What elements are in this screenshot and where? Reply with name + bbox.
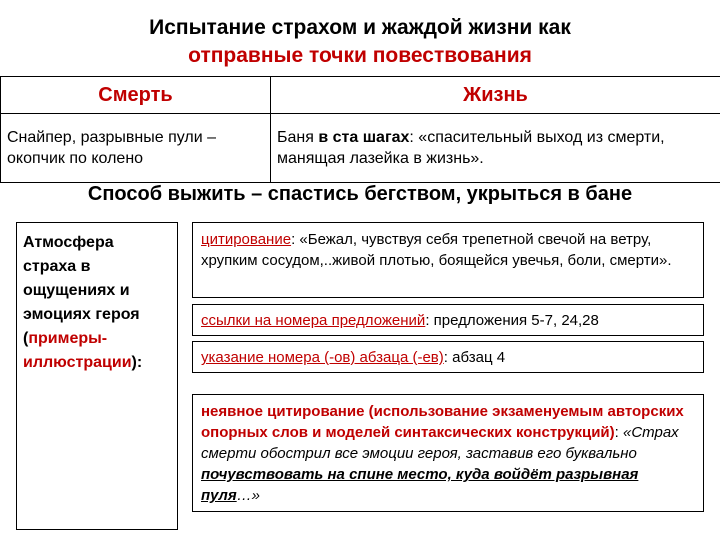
implicit-citation-label: неявное цитирование (использование экзаменуемым авторских опорных слов и моделей синтаксических конструкций) bbox=[201, 403, 684, 441]
implicit-quote: «Страх смерти обострил все эмоции героя, заставив его буквально bbox=[201, 424, 679, 462]
sentence-refs-label: ссылки на номера предложений bbox=[201, 312, 426, 329]
title-line-1: Испытание страхом и жаждой жизни как bbox=[149, 16, 571, 39]
death-header: Смерть bbox=[1, 77, 271, 114]
implicit-colon: : bbox=[614, 424, 623, 441]
survival-method: Способ выжить – спастись бегством, укрыться в бане bbox=[87, 183, 633, 205]
citation-text: : «Бежал, чувствуя себя трепетной свечой на ветру, хрупким сосудом,..живой плотью, боящейся увечья, боли, смерти». bbox=[201, 231, 672, 269]
fear-atmosphere-box bbox=[16, 222, 178, 530]
fear-end: ): bbox=[131, 354, 143, 371]
implicit-quote-end: …» bbox=[236, 487, 261, 504]
life-header: Жизнь bbox=[271, 77, 720, 114]
fear-text: Атмосфера страха в ощущениях и эмоциях героя ( bbox=[23, 234, 140, 347]
citation-label: цитирование bbox=[201, 231, 292, 248]
implicit-citation-box bbox=[192, 394, 704, 512]
life-bold: в ста шагах bbox=[318, 129, 410, 146]
paragraph-refs-box bbox=[192, 341, 704, 373]
sentence-refs-text: : предложения 5-7, 24,28 bbox=[425, 312, 599, 329]
life-suffix: : «спасительный выход из смерти, манящая лазейка в жизнь». bbox=[277, 129, 665, 167]
slide-title bbox=[0, 14, 720, 70]
life-prefix: Баня bbox=[277, 129, 319, 146]
examples-label: примеры-иллюстрации bbox=[23, 330, 132, 371]
paragraph-refs-label: указание номера (-ов) абзаца (-ев) bbox=[201, 349, 444, 366]
title-line-2: отправные точки повествования bbox=[188, 44, 532, 67]
sentence-refs-box bbox=[192, 304, 704, 336]
citation-box bbox=[192, 222, 704, 298]
death-life-table bbox=[0, 76, 720, 183]
death-cell: Снайпер, разрывные пули – окопчик по колено bbox=[1, 114, 271, 183]
implicit-quote-emphasis: почувствовать на спине место, куда войдёт разрывная пуля bbox=[201, 466, 639, 504]
paragraph-refs-text: : абзац 4 bbox=[443, 349, 506, 366]
life-cell bbox=[271, 114, 720, 183]
